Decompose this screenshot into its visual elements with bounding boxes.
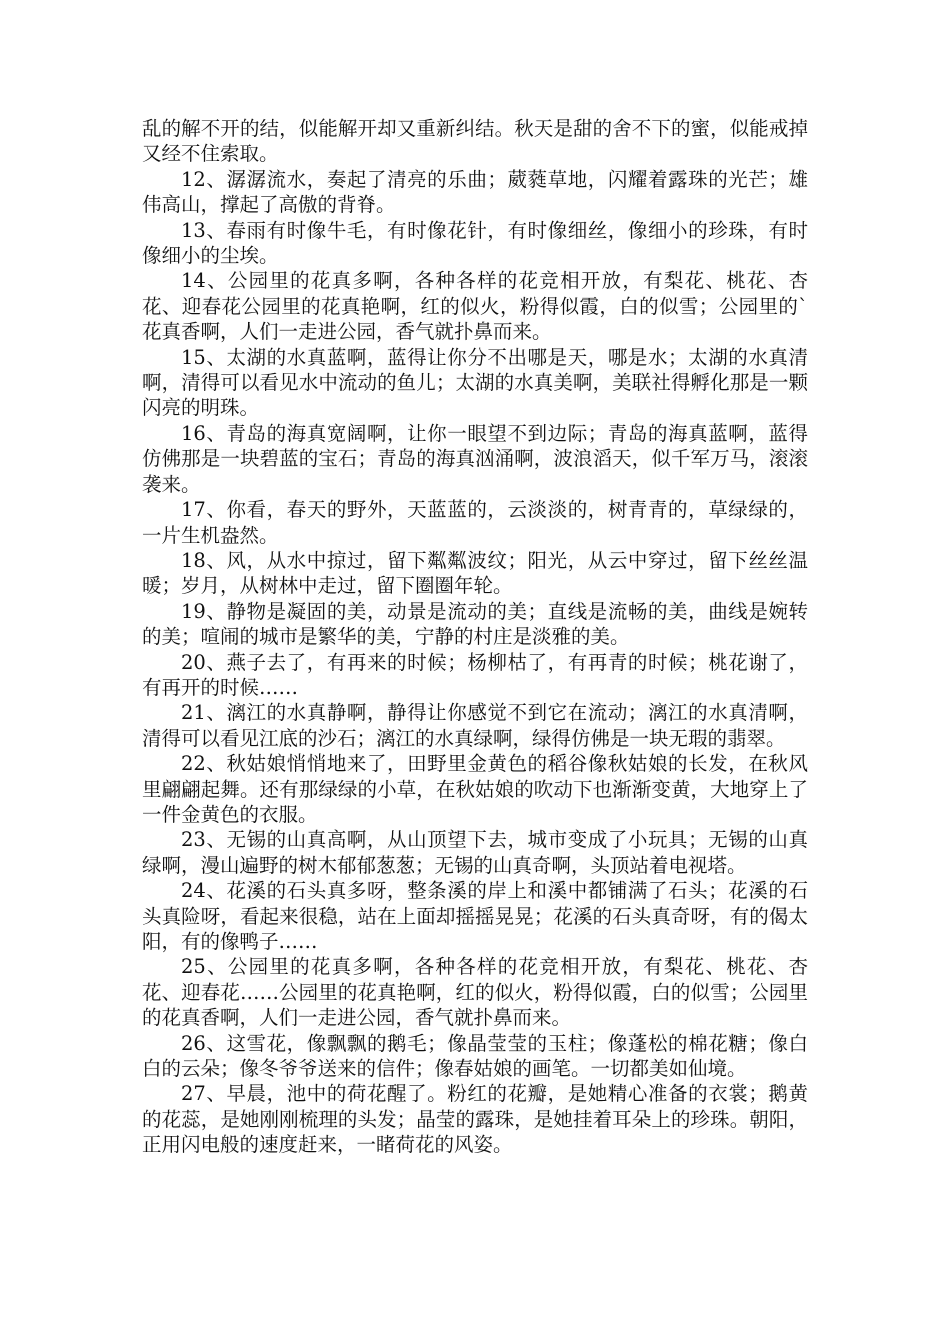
paragraph-17: 17、你看，春天的野外，天蓝蓝的，云淡淡的，树青青的，草绿绿的，一片生机盎然。 xyxy=(142,498,808,547)
paragraph-21: 21、漓江的水真静啊，静得让你感觉不到它在流动；漓江的水真清啊，清得可以看见江底的沙石；漓江的水真绿啊，绿得仿佛是一块无瑕的翡翠。 xyxy=(142,701,808,750)
paragraph-18: 18、风，从水中掠过，留下粼粼波纹；阳光，从云中穿过，留下丝丝温暖；岁月，从树林中走过，留下圈圈年轮。 xyxy=(142,548,808,598)
paragraph-15: 15、太湖的水真蓝啊，蓝得让你分不出哪是天，哪是水；太湖的水真清啊，清得可以看见水中流动的鱼儿；太湖的水真美啊，美联社得孵化那是一颗闪亮的明珠。 xyxy=(142,345,808,420)
paragraph-20: 20、燕子去了，有再来的时候；杨柳枯了，有再青的时候；桃花谢了，有再开的时候…… xyxy=(142,650,808,699)
paragraph-24: 24、花溪的石头真多呀，整条溪的岸上和溪中都铺满了石头；花溪的石头真险呀，看起来很稳，站在上面却摇摇晃晃；花溪的石头真奇呀，有的偈太阳，有的像鸭子…… xyxy=(142,879,808,953)
paragraph-19: 19、静物是凝固的美，动景是流动的美；直线是流畅的美，曲线是婉转的美；喧闹的城市是繁华的美，宁静的村庄是淡雅的美。 xyxy=(142,599,808,649)
paragraph-continuation: 乱的解不开的结，似能解开却又重新纠结。秋天是甜的舍不下的蜜，似能戒掉又经不住索取。 xyxy=(142,117,808,166)
paragraph-22: 22、秋姑娘悄悄地来了，田野里金黄色的稻谷像秋姑娘的长发，在秋风里翩翩起舞。还有那绿绿的小草，在秋姑娘的吹动下也渐渐变黄，大地穿上了一件金黄色的衣服。 xyxy=(142,752,808,826)
paragraph-25: 25、公园里的花真多啊，各种各样的花竞相开放，有梨花、桃花、杏花、迎春花……公园里的花真艳啊，红的似火，粉得似霞，白的似雪；公园里的花真香啊，人们一走进公园，香气就扑鼻而来。 xyxy=(142,955,808,1030)
paragraph-27: 27、早晨，池中的荷花醒了。粉红的花瓣，是她精心准备的衣裳；鹅黄的花蕊，是她刚刚梳理的头发；晶莹的露珠，是她挂着耳朵上的珍珠。朝阳，正用闪电般的速度赶来，一睹荷花的风姿。 xyxy=(142,1082,808,1157)
paragraph-12: 12、潺潺流水，奏起了清亮的乐曲；葳蕤草地，闪耀着露珠的光芒；雄伟高山，撑起了高傲的背脊。 xyxy=(142,167,808,217)
document-body xyxy=(142,116,808,1158)
paragraph-16: 16、青岛的海真宽阔啊，让你一眼望不到边际；青岛的海真蓝啊，蓝得仿佛那是一块碧蓝的宝石；青岛的海真汹涌啊，波浪滔天，似千军万马，滚滚袭来。 xyxy=(142,421,808,496)
paragraph-26: 26、这雪花，像飘飘的鹅毛；像晶莹莹的玉柱；像蓬松的棉花糖；像白白的云朵；像冬爷爷送来的信件；像春姑娘的画笔。一切都美如仙境。 xyxy=(142,1031,808,1081)
paragraph-23: 23、无锡的山真高啊，从山顶望下去，城市变成了小玩具；无锡的山真绿啊，漫山遍野的树木郁郁葱葱；无锡的山真奇啊，头顶站着电视塔。 xyxy=(142,828,808,877)
paragraph-14: 14、公园里的花真多啊，各种各样的花竞相开放，有梨花、桃花、杏花、迎春花公园里的花真艳啊，红的似火，粉得似霞，白的似雪；公园里的`花真香啊，人们一走进公园，香气就扑鼻而来。 xyxy=(142,269,808,344)
paragraph-13: 13、春雨有时像牛毛，有时像花针，有时像细丝，像细小的珍珠，有时像细小的尘埃。 xyxy=(142,218,808,268)
